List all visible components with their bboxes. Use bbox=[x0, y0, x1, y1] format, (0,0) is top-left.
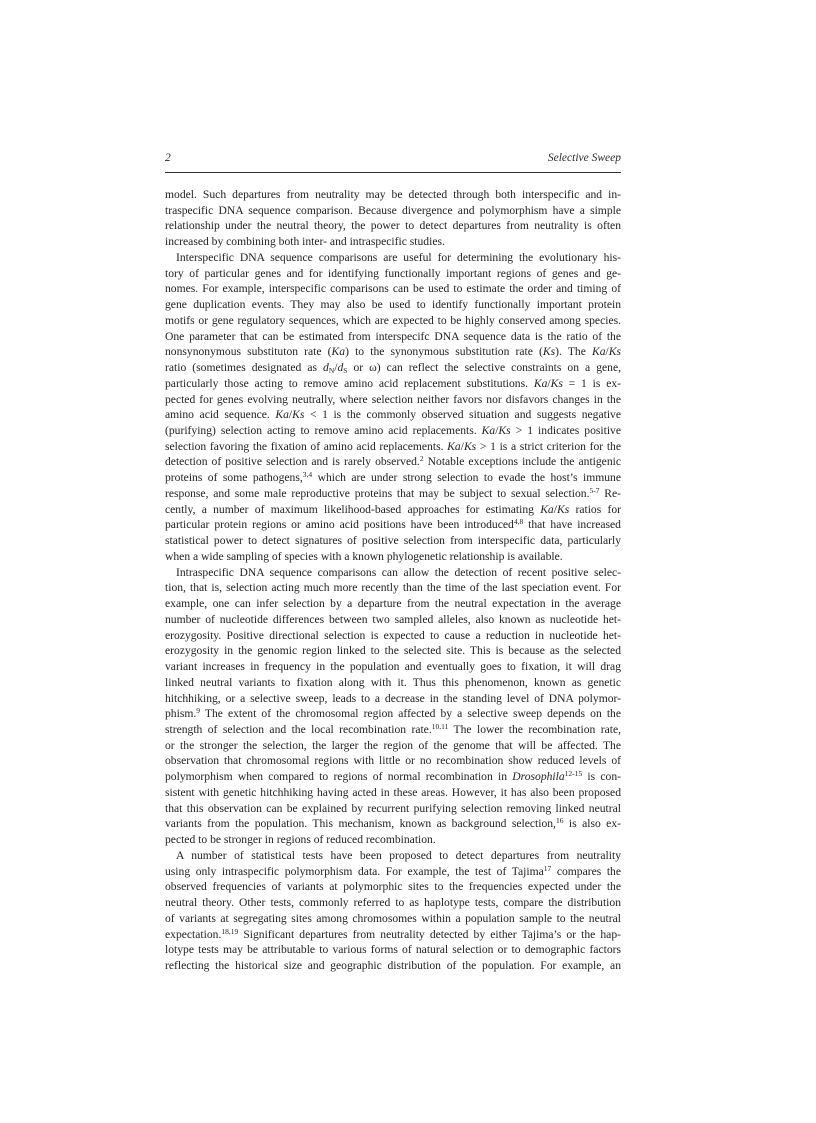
text-line: that this observation can be explained by recurrent purifying selection removing linked neutral bbox=[165, 801, 621, 815]
text-line: sistent with genetic hitchhiking having acted in these areas. However, it has also been proposed bbox=[165, 785, 621, 799]
text-line: nomes. For example, interspecific comparisons can be used to estimate the order and timing of bbox=[165, 282, 621, 296]
text-line: gene duplication events. They may also be used to identify functionally important protein bbox=[165, 298, 621, 312]
body-text bbox=[165, 187, 621, 974]
text-line: number of nucleotide differences between two sampled alleles, also known as nucleotide het- bbox=[165, 612, 621, 626]
text-line: motifs or gene regulatory sequences, which are expected to be highly conserved among species. bbox=[165, 313, 621, 327]
text-line: selection favoring the fixation of amino acid replacements. Ka/Ks > 1 is a strict criterion for the bbox=[165, 439, 621, 453]
text-line: lotype tests may be attributable to various forms of natural selection or to demographic factors bbox=[165, 943, 621, 957]
text-line: tory of particular genes and for identifying functionally important regions of genes and ge- bbox=[165, 266, 621, 280]
text-line: observed frequencies of variants at polymorphic sites to the frequencies expected under the bbox=[165, 880, 621, 894]
text-line: relationship under the neutral theory, the power to detect departures from neutrality is often bbox=[165, 219, 621, 233]
text-line: Intraspecific DNA sequence comparisons can allow the detection of recent positive selec- bbox=[176, 565, 621, 579]
text-line: of variants at segregating sites among chromosomes within a population sample to the neutral bbox=[165, 911, 621, 925]
text-line: strength of selection and the local recombination rate.$^{10,11}$ The lower the recombination rate, bbox=[165, 721, 621, 736]
text-line: hitchhiking, or a selective sweep, leads to a decrease in the standing level of DNA polymor- bbox=[165, 691, 621, 705]
text-line: model. Such departures from neutrality may be detected through both interspecific and in- bbox=[165, 188, 621, 201]
text-line: expectation.$^{18,19}$ Significant departures from neutrality detected by either Tajima’s or the hap- bbox=[165, 926, 621, 941]
text-line: One parameter that can be estimated from interspecifc DNA sequence data is the ratio of the bbox=[165, 329, 621, 343]
text-line: variants from the population. This mechanism, known as background selection,$^{16}$ is also ex- bbox=[165, 816, 621, 831]
text-line: (purifying) selection acting to remove amino acid replacements. Ka/Ks > 1 indicates positive bbox=[165, 424, 621, 438]
text-line: cently, a number of maximum likelihood-based approaches for estimating Ka/Ks ratios for bbox=[165, 502, 621, 516]
text-line: particularly those acting to remove amino acid replacement substitutions. Ka/Ks = 1 is ex- bbox=[165, 376, 622, 390]
text-line: variant increases in frequency in the population and eventually goes to fixation, it will drag bbox=[165, 660, 621, 674]
text-line: linked neutral variants to fixation along with it. Thus this phenomenon, known as genetic bbox=[165, 675, 621, 689]
text-line: proteins of some pathogens,$^{3,4}$ which are under strong selection to evade the host’s immune bbox=[165, 470, 621, 485]
text-line: traspecific DNA sequence comparison. Because divergence and polymorphism have a simple bbox=[165, 203, 621, 217]
text-line: detection of positive selection and is rarely observed.$^2$ Notable exceptions include the antigenic bbox=[165, 454, 621, 469]
text-line: statistical power to detect signatures of positive selection from interspecific data, particularly bbox=[165, 534, 621, 548]
text-line: Interspecific DNA sequence comparisons are useful for determining the evolutionary his- bbox=[176, 250, 621, 264]
text-line: reflecting the historical size and geographic distribution of the population. For example, an bbox=[165, 958, 621, 972]
text-line: A number of statistical tests have been proposed to detect departures from neutrality bbox=[176, 848, 621, 862]
header-rule bbox=[165, 172, 621, 173]
text-line: when a wide sampling of species with a known phylogenetic relationship is available. bbox=[165, 549, 563, 563]
text-line: nonsynonymous substituton rate (Ka) to the synonymous substitution rate (Ks). The Ka/Ks bbox=[165, 345, 621, 359]
text-line: phism.$^9$ The extent of the chromosomal region affected by a selective sweep depends on the bbox=[165, 706, 621, 721]
text-line: polymorphism when compared to regions of normal recombination in Drosophila$^{12-15}$ is con- bbox=[165, 769, 621, 784]
text-line: ratio (sometimes designated as $d_N/d_S$ or ω) can reflect the selective constraints on a gene, bbox=[165, 361, 621, 376]
text-line: tion, that is, selection acting much more recently than the time of the last speciation event. For bbox=[165, 581, 621, 595]
text-line: observation that chromosomal regions with little or no recombination show reduced levels of bbox=[165, 754, 621, 768]
text-line: neutral theory. Other tests, commonly referred to as haplotype tests, compare the distribution bbox=[165, 896, 621, 910]
text-line: erozygosity. Positive directional selection is expected to cause a reduction in nucleotide het- bbox=[165, 628, 621, 642]
text-line: or the stronger the selection, the larger the region of the genome that will be affected. The bbox=[165, 738, 621, 752]
text-line: erozygosity in the genomic region linked to the selected site. This is because as the selected bbox=[165, 644, 621, 658]
running-title: Selective Sweep bbox=[547, 152, 621, 164]
text-line: amino acid sequence. Ka/Ks < 1 is the commonly observed situation and suggests negative bbox=[165, 408, 621, 422]
text-line: pected for genes evolving neutrally, where selection neither favors nor disfavors changes in the bbox=[165, 392, 621, 406]
text-line: increased by combining both inter- and intraspecific studies. bbox=[165, 235, 445, 249]
text-line: using only intraspecific polymorphism data. For example, the test of Tajima$^{17}$ compares the bbox=[165, 863, 621, 878]
text-line: pected to be stronger in regions of reduced recombination. bbox=[165, 833, 436, 847]
text-line: response, and some male reproductive proteins that may be subject to sexual selection.$^{5-7}$ Re- bbox=[165, 485, 622, 500]
page-number: 2 bbox=[165, 152, 171, 164]
text-line: particular protein regions or amino acid positions have been introduced$^{4,8}$ that have increased bbox=[165, 517, 621, 532]
text-line: example, one can infer selection by a departure from the neutral expectation in the average bbox=[165, 597, 621, 611]
